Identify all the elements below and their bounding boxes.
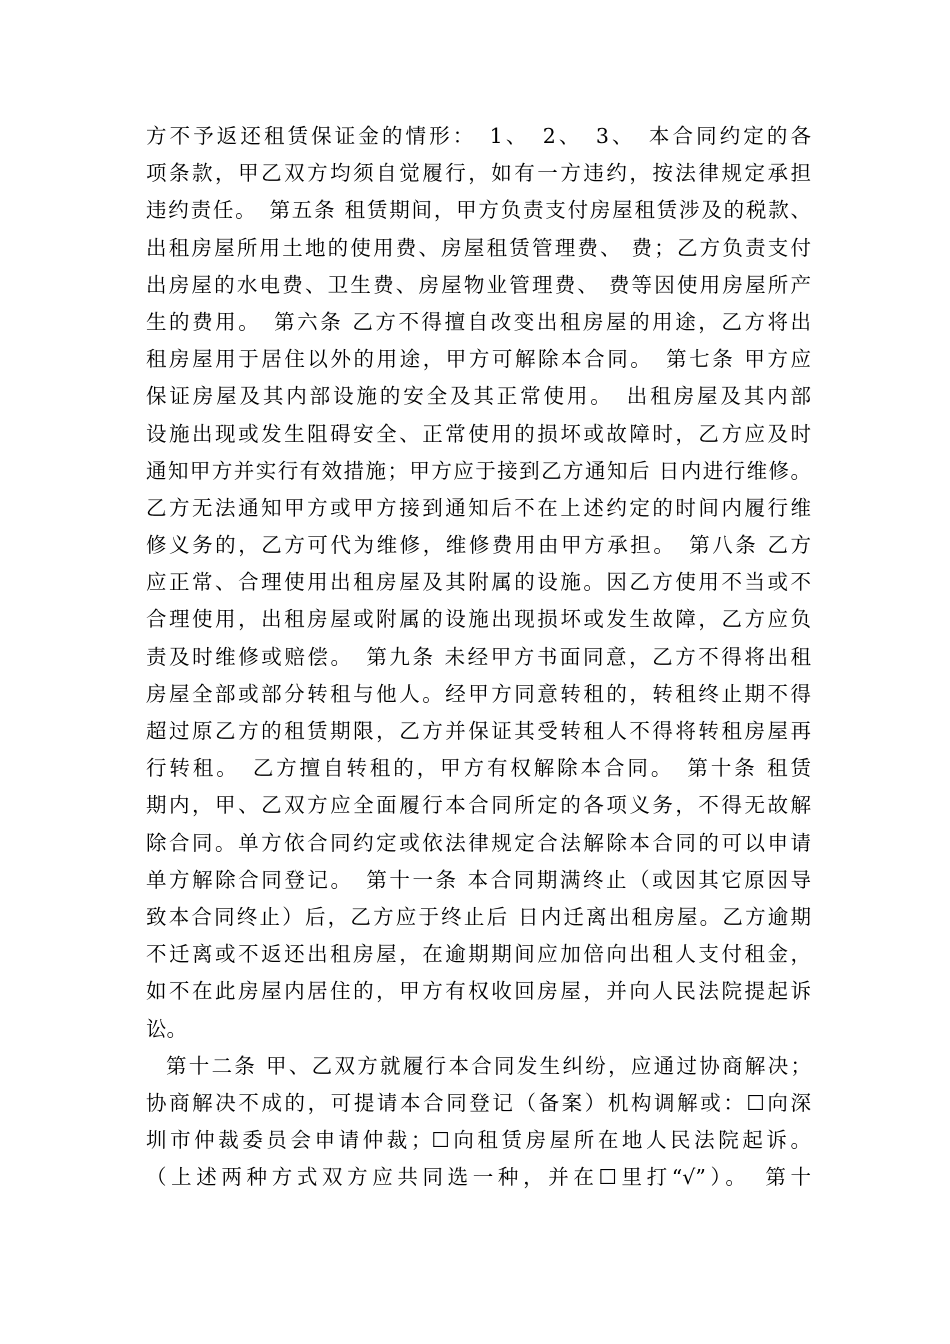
text-line: 行转租。 乙方擅自转租的，甲方有权解除本合同。 第十条 租赁	[146, 756, 811, 781]
text-line: 设施出现或发生阻碍安全、正常使用的损坏或故障时，乙方应及时	[146, 421, 811, 446]
text-line: 应正常、合理使用出租房屋及其附属的设施。因乙方使用不当或不	[146, 570, 811, 595]
text-line: 乙方无法通知甲方或甲方接到通知后不在上述约定的时间内履行维	[146, 495, 811, 520]
text-line: 通知甲方并实行有效措施；甲方应于接到乙方通知后 日内进行维修。	[146, 458, 811, 483]
text-line: 项条款，甲乙双方均须自觉履行，如有一方违约，按法律规定承担	[146, 161, 811, 186]
text-line: 违约责任。 第五条 租赁期间，甲方负责支付房屋租赁涉及的税款、	[146, 198, 811, 223]
text-line: 出房屋的水电费、卫生费、房屋物业管理费、 费等因使用房屋所产	[146, 272, 811, 297]
text-line: 致本合同终止）后，乙方应于终止后 日内迁离出租房屋。乙方逾期	[146, 904, 811, 929]
text-line: 不迁离或不返还出租房屋，在逾期期间应加倍向出租人支付租金，	[146, 942, 811, 967]
contract-body-text	[146, 118, 811, 1196]
text-line: 期内，甲、乙双方应全面履行本合同所定的各项义务，不得无故解	[146, 793, 811, 818]
text-line: 生的费用。 第六条 乙方不得擅自改变出租房屋的用途，乙方将出	[146, 309, 811, 334]
text-line: 讼。	[146, 1016, 187, 1041]
text-line: 如不在此房屋内居住的，甲方有权收回房屋，并向人民法院提起诉	[146, 979, 811, 1004]
text-line: 协商解决不成的，可提请本合同登记（备案）机构调解或：☐向深	[146, 1090, 811, 1115]
text-line: 修义务的，乙方可代为维修，维修费用由甲方承担。 第八条 乙方	[146, 533, 811, 558]
text-line: 超过原乙方的租赁期限，乙方并保证其受转租人不得将转租房屋再	[146, 719, 811, 743]
text-line: （上述两种方式双方应共同选一种，并在☐里打“√”）。 第十	[146, 1165, 811, 1190]
text-line: 出租房屋所用土地的使用费、房屋租赁管理费、 费；乙方负责支付	[146, 235, 811, 260]
text-line: 租房屋用于居住以外的用途，甲方可解除本合同。 第七条 甲方应	[146, 347, 811, 372]
text-line: 第十二条 甲、乙双方就履行本合同发生纠纷，应通过协商解决；	[166, 1053, 811, 1078]
text-line: 单方解除合同登记。 第十一条 本合同期满终止（或因其它原因导	[146, 867, 811, 892]
text-line: 圳市仲裁委员会申请仲裁；☐向租赁房屋所在地人民法院起诉。	[146, 1128, 811, 1153]
text-line: 保证房屋及其内部设施的安全及其正常使用。 出租房屋及其内部	[146, 384, 811, 409]
text-line: 责及时维修或赔偿。 第九条 未经甲方书面同意，乙方不得将出租	[146, 644, 811, 669]
text-line: 除合同。单方依合同约定或依法律规定合法解除本合同的可以申请	[146, 830, 811, 855]
text-line: 合理使用，出租房屋或附属的设施出现损坏或发生故障，乙方应负	[146, 607, 811, 632]
text-line: 方不予返还租赁保证金的情形： 1、 2、 3、 本合同约定的各	[146, 124, 811, 148]
text-line: 房屋全部或部分转租与他人。经甲方同意转租的，转租终止期不得	[146, 681, 811, 706]
